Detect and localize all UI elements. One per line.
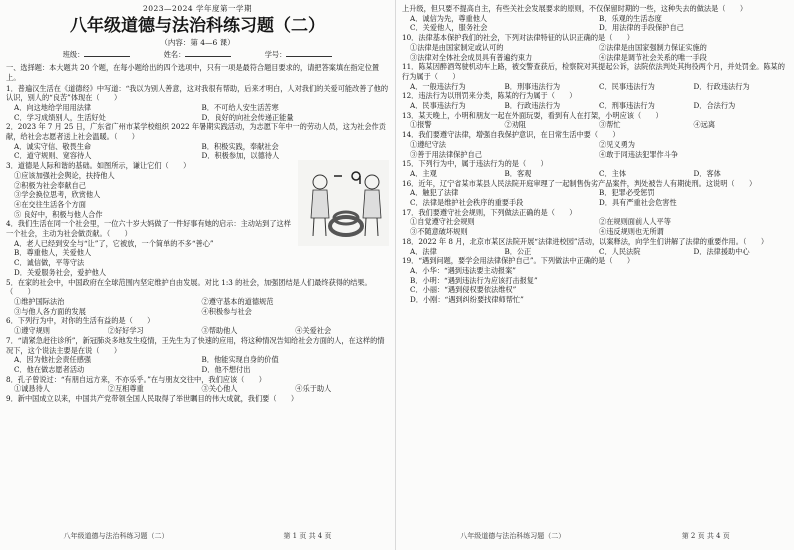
question: 17．我们要遵守社会规则，下列做法正确的是（ ） bbox=[402, 207, 577, 217]
question: 5．在家的社会中，中国政府在全球范围内坚定维护自由发展。对比 1:3 的社会，加强团结是人们最终获得的结果。（ ） bbox=[6, 277, 372, 297]
options: A．小华：“遇到违法要主动报案” B．小明：“遇到违法行为应该打击报复” C．小丽：“遇到侵权要依法维权” D．小刚：“遇到纠纷要找律师帮忙” bbox=[410, 265, 538, 305]
options: ①应该加强社会舆论，扶持他人 ②积极为社会奉献自己 ③学会换位思考，欣赏他人 ④在交往生活各个方面 ⑤ 良好中，积极与他人合作 bbox=[14, 170, 115, 219]
question: 19．“遇到问题，要学会用法律保护自己”。下列做法中正确的是（ ） bbox=[402, 256, 635, 266]
question: 7．“请紧急赶往诊所”，新冠肺炎多地发生疫情，王先生为了快速的应用，将这种情况告知给社会方面的人，在这样的情况下，这个说法主要是在说（ ） bbox=[6, 335, 385, 355]
options: ①遵纪守法 ②见义勇为 ③善于用法律保护自己 ④敢于同违法犯罪作斗争 bbox=[410, 139, 679, 159]
options: A．民事违法行为 B．行政违法行为 C．刑事违法行为 D．合法行为 bbox=[410, 101, 736, 111]
name-field: 姓名： bbox=[164, 49, 232, 60]
question: 4．我们生活在同一个社会里，一位六十岁大妈做了一件好事有她的启示：主动站到了这样一个社会，主动为社会做贡献。（ ） bbox=[6, 219, 291, 239]
question: 16．近年，辽宁省某市某县人民法院开庭审理了一起制售伪劣产品案件，判处被告人有期徒刑。这说明（ ） bbox=[402, 178, 757, 188]
student-info bbox=[6, 49, 389, 60]
options: ①遵守规则 ②好好学习 ③帮助他人 ④关爱社会 bbox=[14, 326, 332, 336]
question: 8．孔子曾说过：“有朋自远方来，不亦乐乎。”在与朋友交往中，我们应该（ ） bbox=[6, 374, 266, 384]
exam-title: 八年级道德与法治科练习题（二） bbox=[70, 15, 325, 36]
question: 12．违法行为以刑罚来分类，陈某的行为属于（ ） bbox=[402, 91, 577, 101]
question: 10．法律基本保护我们的社会，下列对法律特征的认识正确的是（ ） bbox=[402, 33, 634, 43]
options: A．诚实守信、敬畏生命 B．积极实践，奉献社会 C．道守规则、宽容待人 D．积极参加，以德待人 bbox=[14, 141, 280, 161]
question: 6．下列行为中，对你的生活有益的是（ ） bbox=[6, 316, 155, 326]
exam-scope: （内容：第 4—6 课） bbox=[160, 37, 235, 47]
options: A．因为他社会责任感强 B．他能实现自身的价值 C．他在做志愿者活动 D．他不想付出 bbox=[14, 355, 279, 374]
question: 18．2022 年 8 月，北京市某区法院开展“法律进校园”活动，以案释法，向学生们讲解了法律的重要作用。（ ） bbox=[402, 236, 769, 246]
cartoon-illustration bbox=[298, 160, 389, 246]
question: 3．道德是人际和谐的基础。如图所示，谦让它们（ ） bbox=[6, 161, 191, 171]
options: ①维护国际法治 ②遵守基本的道德规范 ③与他人各方面的发展 ④积极参与社会 bbox=[14, 296, 274, 316]
question: 14．我们要遵守法律，增强自我保护意识，在日常生活中要（ ） bbox=[402, 130, 620, 140]
options: A．一般违法行为 B．刑事违法行为 C．民事违法行为 D．行政违法行为 bbox=[410, 81, 750, 91]
question: 9．新中国成立以来，中国共产党带领全国人民取得了举世瞩目的伟大成就，我们要（ ） bbox=[6, 394, 299, 404]
question: 11．陈某因醉酒驾驶机动车上路，被交警查获后，检察院对其提起公诉，法院依法判处其拘役两个月，并处罚金。陈某的行为属于（ ） bbox=[402, 62, 785, 81]
options: A．法律 B．公正 C．人民法院 D．法律援助中心 bbox=[410, 246, 750, 256]
options: A．向这地给学用用法律 B．不可给人安生活苦寒 C．学习成绩别人，生活好处 D．良好的向社会传递正能量 bbox=[14, 102, 294, 122]
question: 15．下列行为中，属于违法行为的是（ ） bbox=[402, 159, 548, 169]
question: 上升级，但只要不提高自主，有些关社会发展要求的原则，不仅保留时期的一些，这种失去的做法是（ ） bbox=[402, 4, 748, 13]
options: ①报警 ②劝阻 ③帮忙 ④远离 bbox=[410, 120, 716, 130]
options: A．诚信为先，尊重他人 B．乐观的生活态度 C．关爱他人，服务社会 D．用法律的手段保护自己 bbox=[410, 13, 684, 33]
options: A．主观 B．客观 C．主体 D．客体 bbox=[410, 168, 721, 178]
footer-left: 八年级道德与法治科练习题（二） 第 1 页 共 4 页 bbox=[63, 532, 332, 541]
page-right bbox=[402, 4, 788, 546]
options: ①法律是由国家制定或认可的 ②法律是由国家强制力保证实施的 ③法律对全体社会成员具有普遍约束力 ④法律是调节社会关系的唯一手段 bbox=[410, 42, 707, 62]
options: A．老人已经到安全与“让”了，它被放，一个简单的不多“善心” B．尊重他人，关爱他人 C．诚信做，平等守法 D．关爱服务社会，爱护他人 bbox=[14, 238, 214, 277]
options: ①诚恳待人 ②互相尊重 ③关心他人 ④乐于助人 bbox=[14, 384, 332, 394]
question: 13．某天晚上，小明和朋友一起在外面玩耍，看到有人在打架，小明应该（ ） bbox=[402, 110, 663, 120]
footer-right: 八年级道德与法治科练习题（二） 第 2 页 共 4 页 bbox=[460, 532, 730, 541]
page-left bbox=[6, 4, 389, 546]
section-intro: 一、选择题：本大题共 20 个题，在每小题给出的四个选项中，只有一项是最符合题目要求的，请把答案填在指定位置上。 bbox=[6, 63, 380, 82]
question: 1．普遍汉生活在《道德经》中写道：“我以为别人善意，这对我很有帮助，后来才明白，人对我们的关爱可能改善了他的认识，别人的“良苦”体现在（ ） bbox=[6, 83, 389, 103]
number-field: 学号： bbox=[265, 49, 333, 60]
question: 2．2023 年 7 月 25 日，广东省广州市某学校组织 2022 年暑期实践活动，为志愿下年中一的劳动人员，这为社会作贡献，给社会志愿者送上社会温暖。（ ） bbox=[6, 122, 386, 142]
class-field: 班级： bbox=[63, 49, 131, 60]
school-year: 2023—2024 学年度第一学期 bbox=[142, 4, 253, 13]
page-divider bbox=[395, 0, 396, 550]
options: A．触犯了法律 B．犯罪必受惩罚 C．法律是维护社会秩序的重要手段 D．具有严重社会危害性 bbox=[410, 188, 677, 208]
options: ①自觉遵守社会规则 ②在规则面前人人平等 ③不随意破坏规则 ④违反规则也无所谓 bbox=[410, 217, 671, 237]
